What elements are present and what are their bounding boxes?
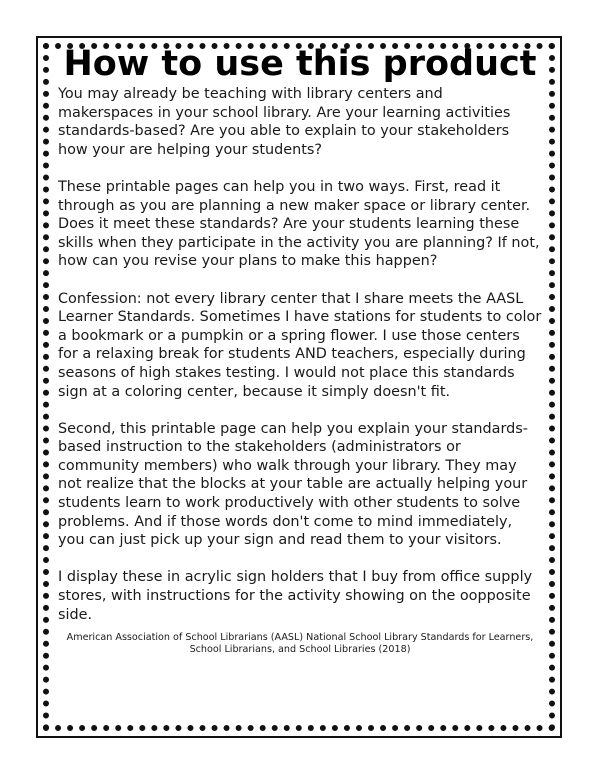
paragraph-display: I display these in acrylic sign holders that I buy from office supply stores, with instructions for the activity showing on the oopposite side. [58, 569, 533, 623]
paragraph-second-use: Second, this printable page can help you explain your standards-based instruction to the stakeholders (administrators or community members) who walk through your library. They may not realize that the blocks at your table are actually helping your students learn to work productively with other students to solve problems. And if those words don't come to mind immediately, you can just pick up your sign and read them to your visitors. [58, 420, 528, 549]
paragraph-intro: You may already be teaching with library centers and makerspaces in your school library. Are your learning activities standards-based? Are you able to explain to your stakeholders how your are helping your students? [58, 86, 511, 158]
citation: American Association of School Librarians (AASL) National School Library Standards for Learners, School Librarians, and School Libraries (2018) [66, 632, 534, 656]
page-title: How to use this product [63, 44, 537, 84]
content-area [58, 44, 542, 656]
paragraph-confession: Confession: not every library center that I share meets the AASL Learner Standards. Sometimes I have stations for students to color a bookmark or a pumpkin or a spring flower. I use those centers for a relaxing break for students AND teachers, especially during seasons of high stakes testing. I would not place this standards sign at a coloring center, because it simply doesn't fit. [58, 290, 542, 400]
paragraph-printable-pages: These printable pages can help you in two ways. First, read it through as you are planning a new maker space or library center. Does it meet these standards? Are your students learning these skills when they participate in the activity you are planning? If not, how can you revise your plans to make this happen? [58, 178, 540, 270]
